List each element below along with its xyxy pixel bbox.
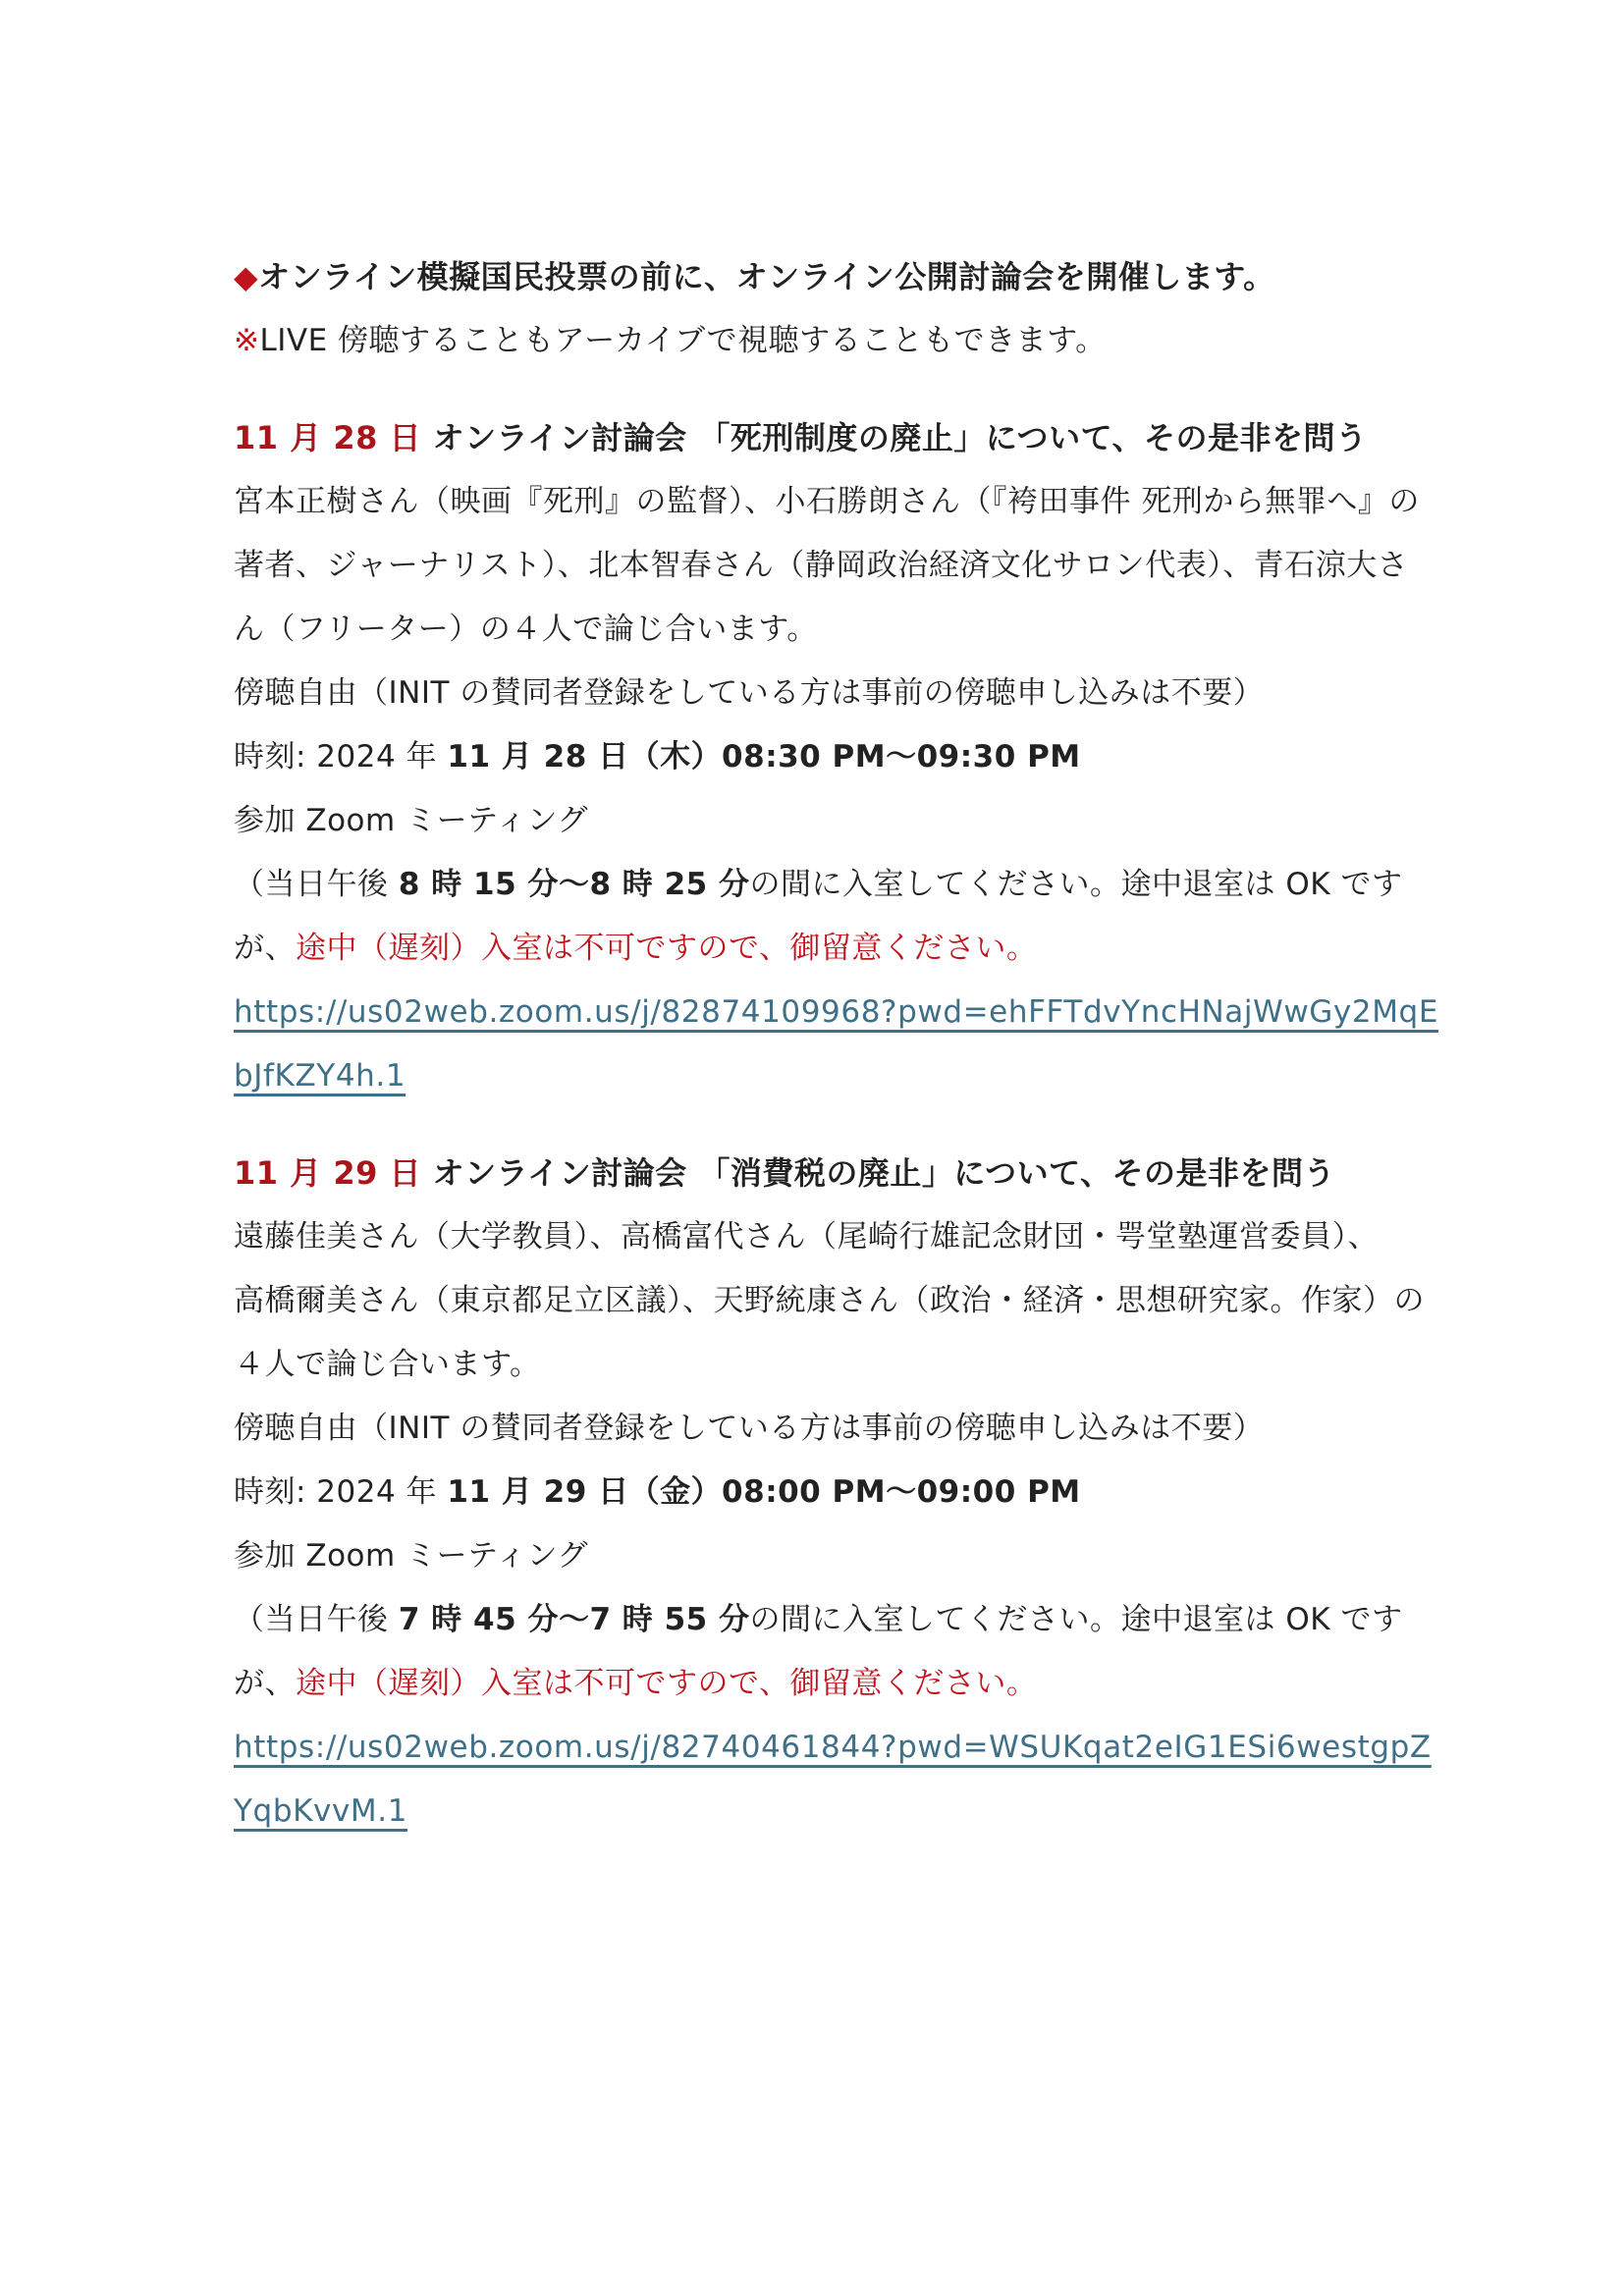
panel-line: 著者、ジャーナリスト）、北本智春さん（静岡政治経済文化サロン代表）、青石涼大さ — [234, 548, 1409, 583]
entry-post: の間に入室してください。途中退室は OK です — [749, 867, 1403, 902]
event-section-1 — [234, 406, 1439, 1108]
event-title — [234, 406, 1412, 470]
event-title — [234, 1142, 1412, 1205]
note-text: LIVE 傍聴することもアーカイブで視聴することもできます。 — [259, 323, 1107, 358]
zoom-link-line — [234, 1780, 1412, 1843]
time-value: 11 月 29 日（金）08:00 PM～09:00 PM — [447, 1474, 1081, 1510]
event-date: 11 月 28 日 — [234, 419, 421, 456]
zoom-link-line — [234, 981, 1439, 1044]
announcement-headline — [234, 245, 1412, 309]
panel-line: 遠藤佳美さん（大学教員）、高橋富代さん（尾崎行雄記念財団・咢堂塾運営委員）、 — [234, 1219, 1379, 1255]
event-time — [234, 725, 1412, 789]
zoom-link[interactable]: https://us02web.zoom.us/j/82740461844?pwd=WSUKqat2eIG1ESi6westgpZ — [234, 1730, 1432, 1765]
access-note: 傍聴自由（INIT の賛同者登録をしている方は事前の傍聴申し込みは不要） — [234, 1411, 1265, 1446]
entry-window: 7 時 45 分～7 時 55 分 — [398, 1602, 750, 1637]
archive-note — [234, 309, 1412, 373]
zoom-link-line — [234, 1044, 1412, 1108]
event-time — [234, 1461, 1412, 1524]
late-warning — [234, 1652, 1412, 1716]
event-topic: オンライン討論会 「消費税の廃止」について、その是非を問う — [421, 1154, 1336, 1192]
zoom-link[interactable]: https://us02web.zoom.us/j/82874109968?pwd=ehFFTdvYncHNajWwGy2MqE — [234, 994, 1439, 1030]
entry-pre: （当日午後 — [234, 1602, 399, 1637]
warning-text: 途中（遅刻）入室は不可ですので、御留意ください。 — [296, 1666, 1038, 1701]
join-label: 参加 Zoom ミーティング — [234, 803, 588, 838]
access-note: 傍聴自由（INIT の賛同者登録をしている方は事前の傍聴申し込みは不要） — [234, 675, 1265, 711]
panel-line: 宮本正樹さん（映画『死刑』の監督）、小石勝朗さん（『袴田事件 死刑から無罪へ』の — [234, 484, 1420, 519]
entry-instructions — [234, 1588, 1412, 1652]
zoom-link-continued[interactable]: bJfKZY4h.1 — [234, 1058, 406, 1094]
warning-pre: が、 — [234, 1666, 296, 1701]
time-label: 時刻: 2024 年 — [234, 1474, 448, 1510]
panel-line: ん（フリーター）の４人で論じ合います。 — [234, 612, 818, 647]
zoom-link-line — [234, 1716, 1432, 1780]
diamond-bullet-icon: ◆ — [234, 258, 259, 295]
event-section-2 — [234, 1142, 1432, 1843]
event-topic: オンライン討論会 「死刑制度の廃止」について、その是非を問う — [421, 419, 1368, 456]
document-page — [234, 245, 1439, 1843]
warning-pre: が、 — [234, 931, 296, 966]
time-value: 11 月 28 日（木）08:30 PM～09:30 PM — [447, 739, 1081, 774]
late-warning — [234, 917, 1412, 981]
event-date: 11 月 29 日 — [234, 1154, 421, 1192]
zoom-link-continued[interactable]: YqbKvvM.1 — [234, 1793, 408, 1829]
panel-line: ４人で論じ合います。 — [234, 1347, 541, 1382]
time-label: 時刻: 2024 年 — [234, 739, 448, 774]
headline-text: オンライン模擬国民投票の前に、オンライン公開討論会を開催します。 — [258, 258, 1275, 295]
entry-pre: （当日午後 — [234, 867, 399, 902]
entry-post: の間に入室してください。途中退室は OK です — [749, 1602, 1403, 1637]
warning-text: 途中（遅刻）入室は不可ですので、御留意ください。 — [296, 931, 1038, 966]
entry-window: 8 時 15 分～8 時 25 分 — [398, 867, 750, 902]
panel-line: 高橋爾美さん（東京都足立区議）、天野統康さん（政治・経済・思想研究家。作家）の — [234, 1283, 1425, 1318]
note-mark: ※ — [234, 323, 260, 358]
entry-instructions — [234, 853, 1412, 917]
join-label: 参加 Zoom ミーティング — [234, 1538, 588, 1574]
